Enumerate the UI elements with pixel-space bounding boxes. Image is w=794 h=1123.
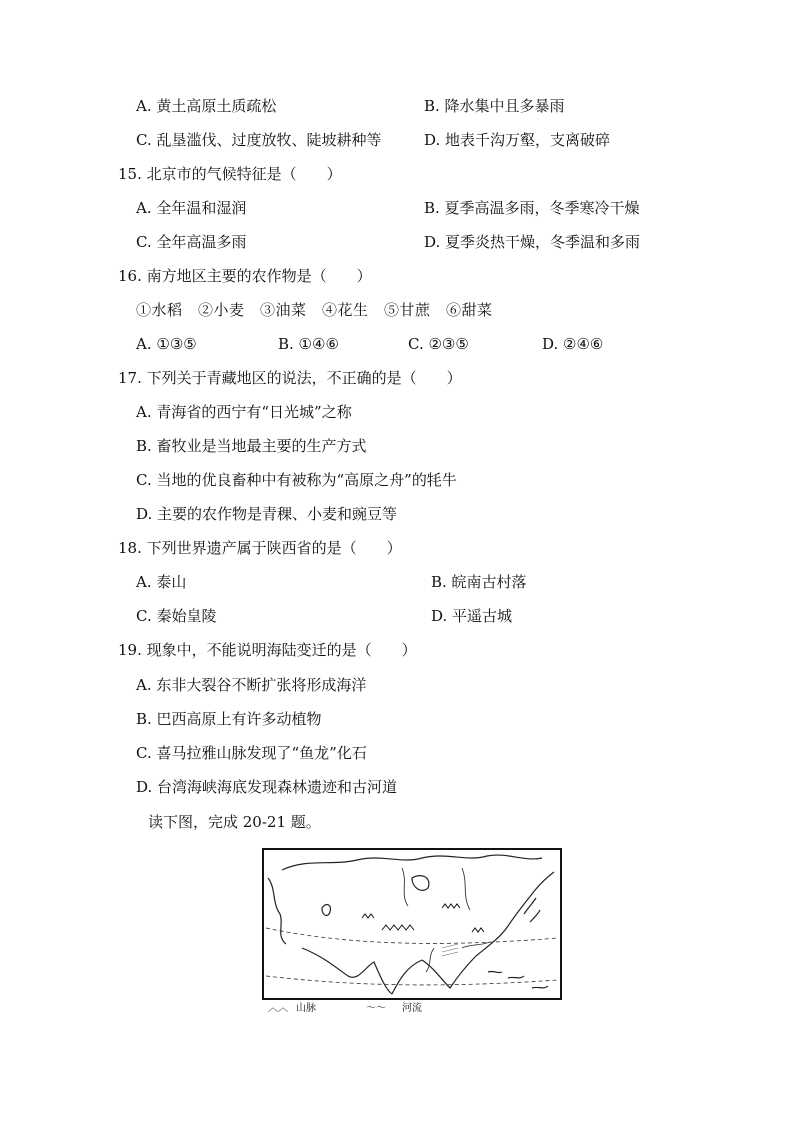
- q16-stem: 16. 南方地区主要的农作物是（ ）: [118, 267, 372, 285]
- river-legend-icon: ～～: [366, 1003, 386, 1014]
- q16-option-d: D. ②④⑥: [542, 335, 604, 353]
- q17-option-c: C. 当地的优良畜种中有被称为“高原之舟”的牦牛: [136, 471, 457, 489]
- legend-mountain-label: 山脉: [296, 1003, 316, 1014]
- q18-option-d: D. 平遥古城: [431, 607, 513, 625]
- q18-option-c: C. 秦始皇陵: [136, 607, 217, 625]
- q19-option-c: C. 喜马拉雅山脉发现了“鱼龙”化石: [136, 744, 367, 762]
- q15-option-b: B. 夏季高温多雨，冬季寒冷干燥: [424, 199, 640, 217]
- legend-river-label: 河流: [402, 1003, 422, 1014]
- asia-map-figure: [262, 848, 562, 1000]
- q15-option-d: D. 夏季炎热干燥，冬季温和多雨: [424, 233, 641, 251]
- q17-option-a: A. 青海省的西宁有“日光城”之称: [136, 403, 352, 421]
- q18-option-b: B. 皖南古村落: [431, 573, 527, 591]
- q19-option-b: B. 巴西高原上有许多动植物: [136, 710, 322, 728]
- q16-option-b: B. ①④⑥: [278, 335, 339, 353]
- q16-option-c: C. ②③⑤: [408, 335, 469, 353]
- q16-option-a: A. ①③⑤: [136, 335, 197, 353]
- q19-option-a: A. 东非大裂谷不断扩张将形成海洋: [136, 676, 367, 694]
- q14-option-d: D. 地表千沟万壑，支离破碎: [424, 131, 611, 149]
- q17-stem: 17. 下列关于青藏地区的说法，不正确的是（ ）: [118, 369, 462, 387]
- map-instruction: 读下图，完成 20-21 题。: [148, 813, 321, 831]
- q14-option-b: B. 降水集中且多暴雨: [424, 97, 565, 115]
- q17-option-d: D. 主要的农作物是青稞、小麦和豌豆等: [136, 505, 398, 523]
- q17-option-b: B. 畜牧业是当地最主要的生产方式: [136, 437, 367, 455]
- map-legend: [266, 1002, 576, 1016]
- q16-items: ①水稻 ②小麦 ③油菜 ④花生 ⑤甘蔗 ⑥甜菜: [136, 301, 493, 319]
- q15-option-a: A. 全年温和湿润: [136, 199, 247, 217]
- q19-option-d: D. 台湾海峡海底发现森林遗迹和古河道: [136, 778, 398, 796]
- q18-option-a: A. 泰山: [136, 573, 187, 591]
- q19-stem: 19. 现象中，不能说明海陆变迁的是（ ）: [118, 641, 417, 659]
- q14-option-a: A. 黄土高原土质疏松: [136, 97, 277, 115]
- q15-stem: 15. 北京市的气候特征是（ ）: [118, 165, 342, 183]
- mountain-legend-icon: ︿︿: [268, 1003, 288, 1014]
- q15-option-c: C. 全年高温多雨: [136, 233, 247, 251]
- q18-stem: 18. 下列世界遗产属于陕西省的是（ ）: [118, 539, 402, 557]
- q14-option-c: C. 乱垦滥伐、过度放牧、陡坡耕种等: [136, 131, 382, 149]
